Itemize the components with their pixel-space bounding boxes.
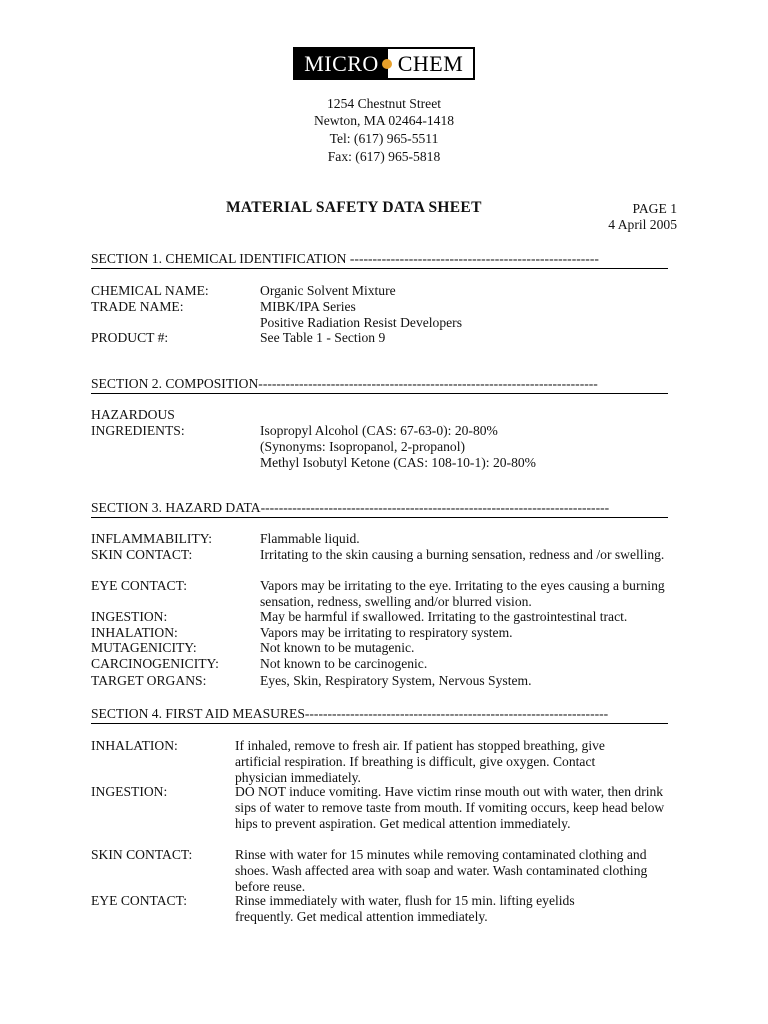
s4-label: INGESTION: xyxy=(91,784,168,799)
s4-value: If inhaled, remove to fresh air. If patient has stopped breathing, give artificial respiration. If breathing is difficult, give oxygen. Contact physician immediately. xyxy=(235,738,605,785)
section-2-heading: SECTION 2. COMPOSITION--------------------------------------------------------------------------- xyxy=(91,376,668,394)
s3-value: Eyes, Skin, Respiratory System, Nervous System. xyxy=(260,673,532,688)
s3-value: Irritating to the skin causing a burning sensation, redness and /or swelling. xyxy=(260,547,665,562)
s3-label: SKIN CONTACT: xyxy=(91,547,193,562)
section-3-heading: SECTION 3. HAZARD DATA----------------------------------------------------------------------------- xyxy=(91,500,668,518)
s1-label: TRADE NAME: xyxy=(91,299,184,314)
s2-ingredient: Methyl Isobutyl Ketone (CAS: 108-10-1): 20-80% xyxy=(260,455,536,470)
s4-label: EYE CONTACT: xyxy=(91,893,188,908)
s2-ingredient: (Synonyms: Isopropanol, 2-propanol) xyxy=(260,439,466,454)
logo-dot-icon xyxy=(382,59,392,69)
address-street: 1254 Chestnut Street xyxy=(326,96,442,111)
s3-value: Vapors may be irritating to the eye. Irritating to the eyes causing a burning sensation, redness, swelling and/or blurred vision. xyxy=(260,578,665,609)
s1-label: CHEMICAL NAME: xyxy=(91,283,209,298)
s3-value: Vapors may be irritating to respiratory system. xyxy=(260,625,513,640)
s3-label: INHALATION: xyxy=(91,625,178,640)
s4-label: INHALATION: xyxy=(91,738,178,753)
section-4-heading: SECTION 4. FIRST AID MEASURES------------------------------------------------------------------- xyxy=(91,706,668,724)
s4-value: DO NOT induce vomiting. Have victim rinse mouth out with water, then drink sips of water to remove taste from mouth. If vomiting occurs, keep head below hips to prevent aspiration. Get medical attention immediately. xyxy=(235,784,665,831)
address-tel: Tel: (617) 965-5511 xyxy=(329,131,439,146)
s1-value: See Table 1 - Section 9 xyxy=(260,330,386,345)
logo-right-text: CHEM xyxy=(388,49,473,78)
s3-label: MUTAGENICITY: xyxy=(91,640,197,655)
s3-value: May be harmful if swallowed. Irritating to the gastrointestinal tract. xyxy=(260,609,628,624)
s3-value: Not known to be carcinogenic. xyxy=(260,656,428,671)
address-fax: Fax: (617) 965-5818 xyxy=(327,149,441,164)
s2-label: HAZARDOUS xyxy=(91,407,175,422)
microchem-logo xyxy=(293,47,475,80)
s1-value: Positive Radiation Resist Developers xyxy=(260,315,462,330)
s3-value: Flammable liquid. xyxy=(260,531,360,546)
s3-label: CARCINOGENICITY: xyxy=(91,656,219,671)
s2-ingredient: Isopropyl Alcohol (CAS: 67-63-0): 20-80% xyxy=(260,423,498,438)
document-date: 4 April 2005 xyxy=(608,217,677,232)
page-number: PAGE 1 xyxy=(632,201,677,216)
s3-label: INFLAMMABILITY: xyxy=(91,531,213,546)
address-city: Newton, MA 02464-1418 xyxy=(313,113,455,128)
s1-label: PRODUCT #: xyxy=(91,330,169,345)
s4-value: Rinse immediately with water, flush for 15 min. lifting eyelids frequently. Get medical attention immediately. xyxy=(235,893,575,924)
s1-value: Organic Solvent Mixture xyxy=(260,283,396,298)
document-title: MATERIAL SAFETY DATA SHEET xyxy=(226,199,482,216)
logo-left-text: MICRO xyxy=(295,49,388,78)
s3-label: EYE CONTACT: xyxy=(91,578,188,593)
s4-value: Rinse with water for 15 minutes while removing contaminated clothing and shoes. Wash affected area with soap and water. Wash contaminated clothing before reuse. xyxy=(235,847,648,894)
section-1-heading: SECTION 1. CHEMICAL IDENTIFICATION ------------------------------------------------------- xyxy=(91,251,668,269)
s2-label: INGREDIENTS: xyxy=(91,423,185,438)
s1-value: MIBK/IPA Series xyxy=(260,299,356,314)
s3-label: INGESTION: xyxy=(91,609,168,624)
s4-label: SKIN CONTACT: xyxy=(91,847,193,862)
s3-label: TARGET ORGANS: xyxy=(91,673,207,688)
s3-value: Not known to be mutagenic. xyxy=(260,640,415,655)
